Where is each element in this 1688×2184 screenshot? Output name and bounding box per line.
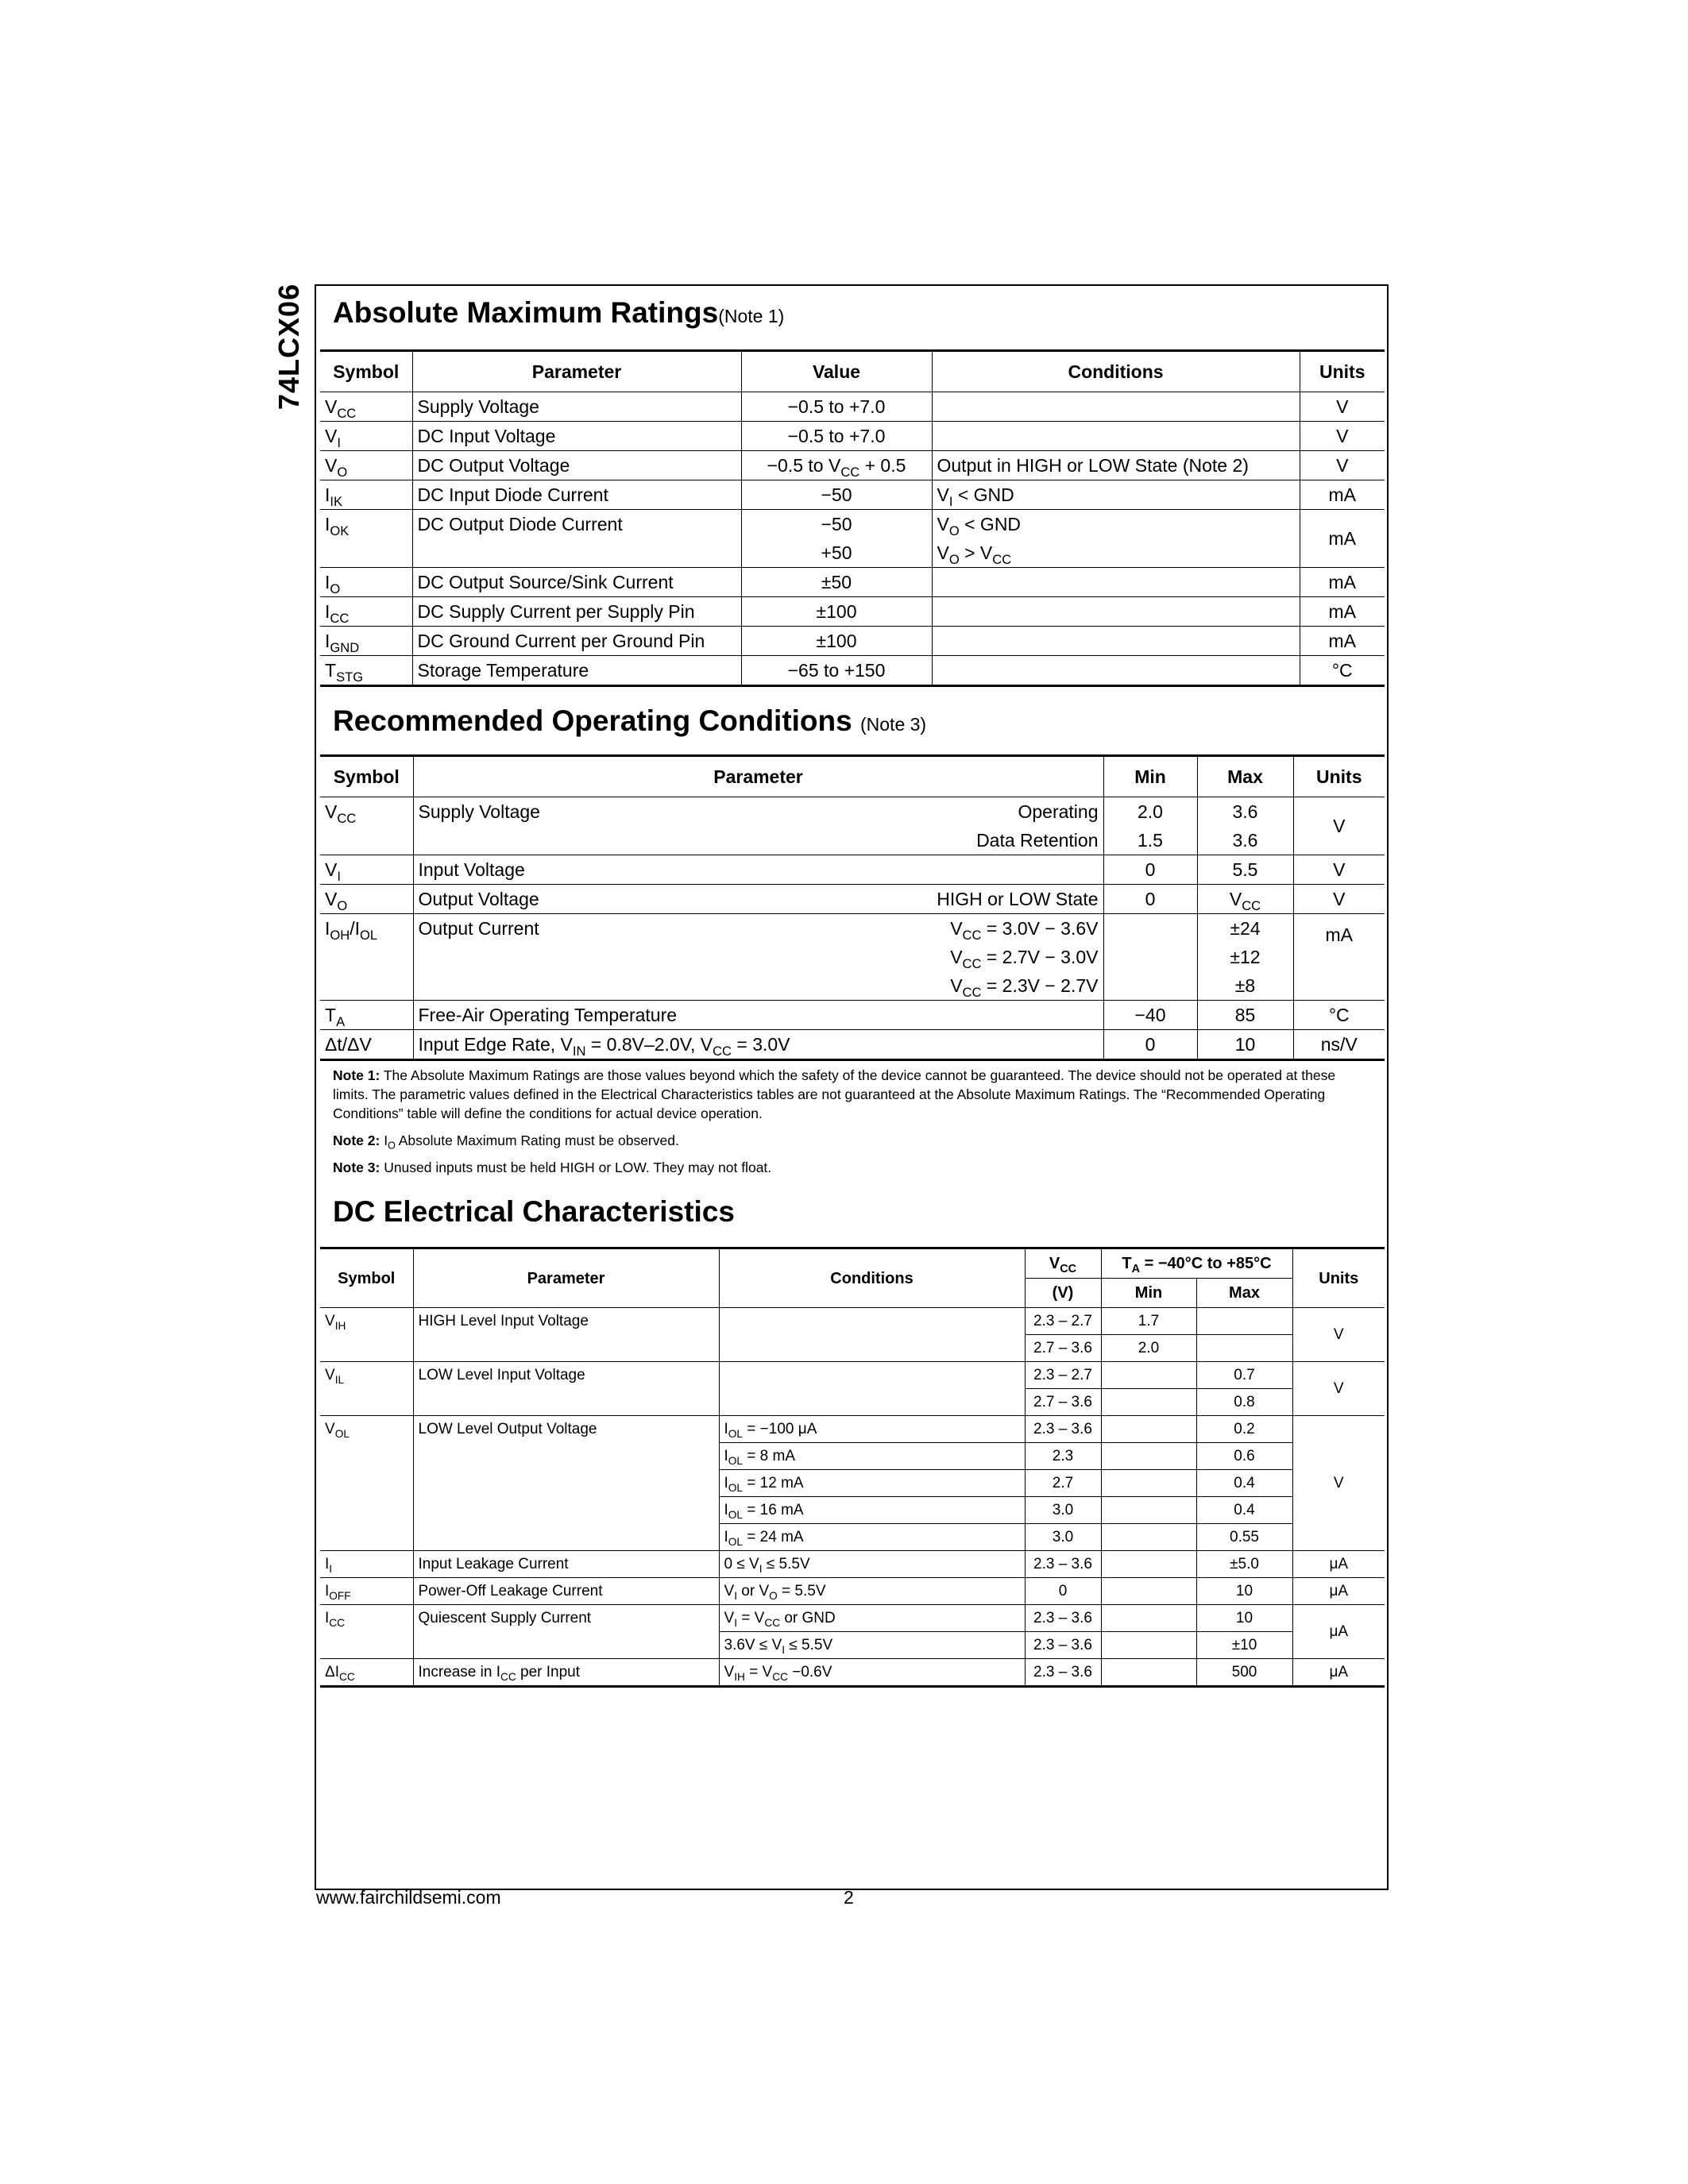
table-row [320,656,1385,686]
max-cell: $V_{CC}$ [1197,885,1293,914]
amr-header-conditions: Conditions [932,351,1300,392]
units-cell: ns/V [1293,1030,1385,1060]
amr-header-symbol: Symbol [320,351,412,392]
units-cell: μA [1292,1605,1385,1659]
table-row [320,1551,1385,1578]
units-cell: °C [1293,1001,1385,1030]
table-row [320,797,1385,855]
min-cell: 2.0 1.5 [1103,797,1197,855]
max-cell: 10 [1196,1578,1292,1605]
conditions-cell: $V_O$ < GND $V_O > V_{CC}$ [932,510,1300,568]
conditions-cell: $V_I = V_{CC}$ or GND [719,1605,1025,1632]
amr-table [320,349,1385,687]
vcc-cell: 2.3 – 3.6 [1025,1659,1101,1687]
max-cell: 5.5 [1197,855,1293,885]
dc-header-row-1 [320,1248,1385,1279]
symbol-cell: $V_{CC}$ [320,392,412,422]
units-cell: V [1300,451,1385,480]
parameter-cell: Input Voltage [413,855,1103,885]
dc-header-vcc: $V_{CC}$ [1025,1248,1101,1279]
table-row [320,914,1385,1001]
value-cell: −0.5 to +7.0 [741,422,932,451]
units-cell: μA [1292,1551,1385,1578]
table-row [320,568,1385,597]
min-cell: 2.0 [1101,1335,1196,1362]
roc-table [320,754,1385,1061]
parameter-cell: Free-Air Operating Temperature [413,1001,1103,1030]
note-2: Note 2: $I_O$ Absolute Maximum Rating must be observed. [333,1133,679,1152]
units-cell: V [1293,797,1385,855]
symbol-cell: $V_{IH}$ [320,1308,413,1362]
units-cell: V [1292,1416,1385,1551]
dc-header-units: Units [1292,1248,1385,1308]
roc-header-symbol: Symbol [320,756,413,797]
symbol-cell: $T_{STG}$ [320,656,412,686]
roc-header-parameter: Parameter [413,756,1103,797]
symbol-cell: $V_O$ [320,885,413,914]
conditions-cell: $I_{OL} = 16$ mA [719,1497,1025,1524]
dc-header-conditions: Conditions [719,1248,1025,1308]
vcc-cell: 2.3 – 3.6 [1025,1416,1101,1443]
dc-title-text: DC Electrical Characteristics [333,1195,735,1228]
parameter-cell: Power-Off Leakage Current [413,1578,719,1605]
parameter-cell: Output Voltage HIGH or LOW State [413,885,1103,914]
conditions-cell: Output in HIGH or LOW State (Note 2) [932,451,1300,480]
parameter-cell: DC Output Source/Sink Current [412,568,741,597]
table-row [320,1030,1385,1060]
min-cell [1101,1551,1196,1578]
dc-header-vcc-unit: (V) [1025,1279,1101,1308]
amr-header-row [320,351,1385,392]
min-cell: 0 [1103,885,1197,914]
table-row [320,627,1385,656]
vcc-cell: 2.3 – 3.6 [1025,1551,1101,1578]
amr-note-ref: (Note 1) [718,306,785,326]
max-cell: 500 [1196,1659,1292,1687]
max-cell: 10 [1197,1030,1293,1060]
dc-header-ta: $T_A = -40^\circ C$ to +85°C [1101,1248,1292,1279]
min-cell [1101,1470,1196,1497]
value-cell: ±100 [741,597,932,627]
min-cell [1101,1389,1196,1416]
dc-title [333,1195,735,1229]
amr-header-units: Units [1300,351,1385,392]
table-row [320,1416,1385,1443]
units-cell: V [1292,1362,1385,1416]
vcc-cell: 2.7 [1025,1470,1101,1497]
vcc-cell: 2.3 – 2.7 [1025,1362,1101,1389]
symbol-cell: $I_{OFF}$ [320,1578,413,1605]
value-cell: ±50 [741,568,932,597]
max-cell: ±10 [1196,1632,1292,1659]
max-cell: 0.55 [1196,1524,1292,1551]
units-cell: °C [1300,656,1385,686]
table-row [320,1362,1385,1389]
table-row [320,480,1385,510]
vcc-cell: 2.7 – 3.6 [1025,1335,1101,1362]
symbol-cell: $I_O$ [320,568,412,597]
max-cell: 3.6 3.6 [1197,797,1293,855]
parameter-cell: LOW Level Output Voltage [413,1416,719,1551]
max-cell: 0.6 [1196,1443,1292,1470]
max-cell: ±5.0 [1196,1551,1292,1578]
amr-title-text: Absolute Maximum Ratings [333,296,719,329]
symbol-cell: $V_I$ [320,855,413,885]
conditions-cell: $V_{IH} = V_{CC} -0.6V$ [719,1659,1025,1687]
symbol-cell: $I_{OH}/I_{OL}$ [320,914,413,1001]
value-cell: ±100 [741,627,932,656]
max-cell [1196,1335,1292,1362]
part-number: 74LCX06 [272,283,305,410]
units-cell: mA [1300,627,1385,656]
conditions-cell: $V_I$ or $V_O = 5.5V$ [719,1578,1025,1605]
min-cell [1101,1497,1196,1524]
parameter-cell: DC Supply Current per Supply Pin [412,597,741,627]
amr-header-value: Value [741,351,932,392]
parameter-cell: Increase in $I_{CC}$ per Input [413,1659,719,1687]
parameter-cell: HIGH Level Input Voltage [413,1308,719,1362]
vcc-cell: 2.3 [1025,1443,1101,1470]
units-cell: mA [1300,568,1385,597]
units-cell: mA [1300,510,1385,568]
parameter-cell: DC Input Voltage [412,422,741,451]
table-row [320,1578,1385,1605]
table-row [320,885,1385,914]
dc-table [320,1247,1385,1688]
roc-header-min: Min [1103,756,1197,797]
min-cell [1101,1605,1196,1632]
parameter-cell: DC Output Diode Current [412,510,741,568]
amr-title [333,296,784,330]
notes-block [333,1066,1365,1185]
dc-header-min: Min [1101,1279,1196,1308]
table-row [320,392,1385,422]
min-cell [1101,1632,1196,1659]
conditions-cell: $I_{OL} = -100$ μA [719,1416,1025,1443]
max-cell [1196,1308,1292,1335]
min-cell [1101,1524,1196,1551]
conditions-cell [719,1308,1025,1362]
max-cell: 0.4 [1196,1470,1292,1497]
value-cell: −0.5 to $V_{CC} + 0.5$ [741,451,932,480]
roc-title-text: Recommended Operating Conditions [333,704,852,737]
parameter-cell: Output Current $V_{CC} = 3.0V - 3.6V$ $V_{CC} = 2.7V - 3.0V$ $V_{CC} = 2.3V - 2.7V$ [413,914,1103,1001]
vcc-cell: 2.7 – 3.6 [1025,1389,1101,1416]
symbol-cell: $I_{OK}$ [320,510,412,568]
conditions-cell [932,656,1300,686]
conditions-cell [719,1362,1025,1416]
table-row [320,1308,1385,1335]
value-cell: −0.5 to +7.0 [741,392,932,422]
dc-header-max: Max [1196,1279,1292,1308]
units-cell: V [1292,1308,1385,1362]
conditions-cell [932,568,1300,597]
table-row [320,510,1385,568]
symbol-cell: Δt/ΔV [320,1030,413,1060]
conditions-cell: $V_I$ < GND [932,480,1300,510]
max-cell: 0.7 [1196,1362,1292,1389]
table-row [320,451,1385,480]
amr-header-parameter: Parameter [412,351,741,392]
parameter-cell: Supply Voltage [412,392,741,422]
symbol-cell: $I_{CC}$ [320,1605,413,1659]
units-cell: μA [1292,1578,1385,1605]
roc-header-row [320,756,1385,797]
symbol-cell: $T_A$ [320,1001,413,1030]
note-3: Note 3: Unused inputs must be held HIGH or LOW. They may not float. [333,1160,772,1175]
max-cell: ±24 ±12 ±8 [1197,914,1293,1001]
parameter-cell: Input Edge Rate, $V_{IN} = 0.8V-2.0V$, $V_{CC} = 3.0V$ [413,1030,1103,1060]
units-cell: V [1300,392,1385,422]
table-row [320,422,1385,451]
vcc-cell: 0 [1025,1578,1101,1605]
parameter-cell: Supply Voltage Operating Data Retention [413,797,1103,855]
max-cell: 0.2 [1196,1416,1292,1443]
max-cell: 10 [1196,1605,1292,1632]
roc-header-units: Units [1293,756,1385,797]
symbol-cell: $I_{CC}$ [320,597,412,627]
units-cell: mA [1300,480,1385,510]
symbol-cell: $V_{CC}$ [320,797,413,855]
conditions-cell: $I_{OL} = 12$ mA [719,1470,1025,1497]
table-row [320,1605,1385,1632]
value-cell: −50 [741,480,932,510]
min-cell [1101,1578,1196,1605]
min-cell: 0 [1103,1030,1197,1060]
page-number: 2 [844,1887,854,1908]
max-cell: 85 [1197,1001,1293,1030]
symbol-cell: $V_O$ [320,451,412,480]
symbol-cell: $V_{OL}$ [320,1416,413,1551]
symbol-cell: $I_I$ [320,1551,413,1578]
vcc-cell: 3.0 [1025,1524,1101,1551]
symbol-cell: $I_{IK}$ [320,480,412,510]
footer-url: www.fairchildsemi.com [316,1887,501,1908]
table-row [320,1001,1385,1030]
min-cell: 1.7 [1101,1308,1196,1335]
vcc-cell: 3.0 [1025,1497,1101,1524]
note-1: Note 1: The Absolute Maximum Ratings are those values beyond which the safety of the device cannot be guaranteed. The device should not be operated at these limits. The parametric values defined in the Electrical Characteristics tables are not guaranteed at the Absolute Maximum Ratings. The “Recommended Operating Conditions” table will define the conditions for actual device operation. [333,1067,1336,1121]
units-cell: μA [1292,1659,1385,1687]
units-cell: mA [1300,597,1385,627]
min-cell [1101,1443,1196,1470]
max-cell: 0.4 [1196,1497,1292,1524]
vcc-cell: 2.3 – 3.6 [1025,1632,1101,1659]
vcc-cell: 2.3 – 3.6 [1025,1605,1101,1632]
min-cell: −40 [1103,1001,1197,1030]
parameter-cell: Input Leakage Current [413,1551,719,1578]
symbol-cell: $I_{GND}$ [320,627,412,656]
value-cell: −65 to +150 [741,656,932,686]
dc-header-symbol: Symbol [320,1248,413,1308]
table-row [320,1659,1385,1687]
conditions-cell: $0 \le V_I \le 5.5V$ [719,1551,1025,1578]
parameter-cell: Quiescent Supply Current [413,1605,719,1659]
conditions-cell [932,392,1300,422]
min-cell [1101,1362,1196,1389]
table-row [320,855,1385,885]
conditions-cell [932,422,1300,451]
units-cell: V [1300,422,1385,451]
conditions-cell [932,627,1300,656]
parameter-cell: DC Output Voltage [412,451,741,480]
units-cell: V [1293,885,1385,914]
symbol-cell: $V_{IL}$ [320,1362,413,1416]
min-cell: 0 [1103,855,1197,885]
max-cell: 0.8 [1196,1389,1292,1416]
symbol-cell: $\Delta I_{CC}$ [320,1659,413,1687]
parameter-cell: DC Input Diode Current [412,480,741,510]
roc-header-max: Max [1197,756,1293,797]
value-cell: −50 +50 [741,510,932,568]
table-row [320,597,1385,627]
roc-note-ref: (Note 3) [860,714,927,735]
min-cell [1101,1416,1196,1443]
parameter-cell: Storage Temperature [412,656,741,686]
parameter-cell: LOW Level Input Voltage [413,1362,719,1416]
symbol-cell: $V_I$ [320,422,412,451]
min-cell [1101,1659,1196,1687]
min-cell [1103,914,1197,1001]
units-cell: mA [1293,914,1385,1001]
parameter-cell: DC Ground Current per Ground Pin [412,627,741,656]
conditions-cell: $3.6V \le V_I \le 5.5V$ [719,1632,1025,1659]
units-cell: V [1293,855,1385,885]
conditions-cell [932,597,1300,627]
conditions-cell: $I_{OL} = 8$ mA [719,1443,1025,1470]
dc-header-parameter: Parameter [413,1248,719,1308]
roc-title [333,704,926,738]
conditions-cell: $I_{OL} = 24$ mA [719,1524,1025,1551]
vcc-cell: 2.3 – 2.7 [1025,1308,1101,1335]
